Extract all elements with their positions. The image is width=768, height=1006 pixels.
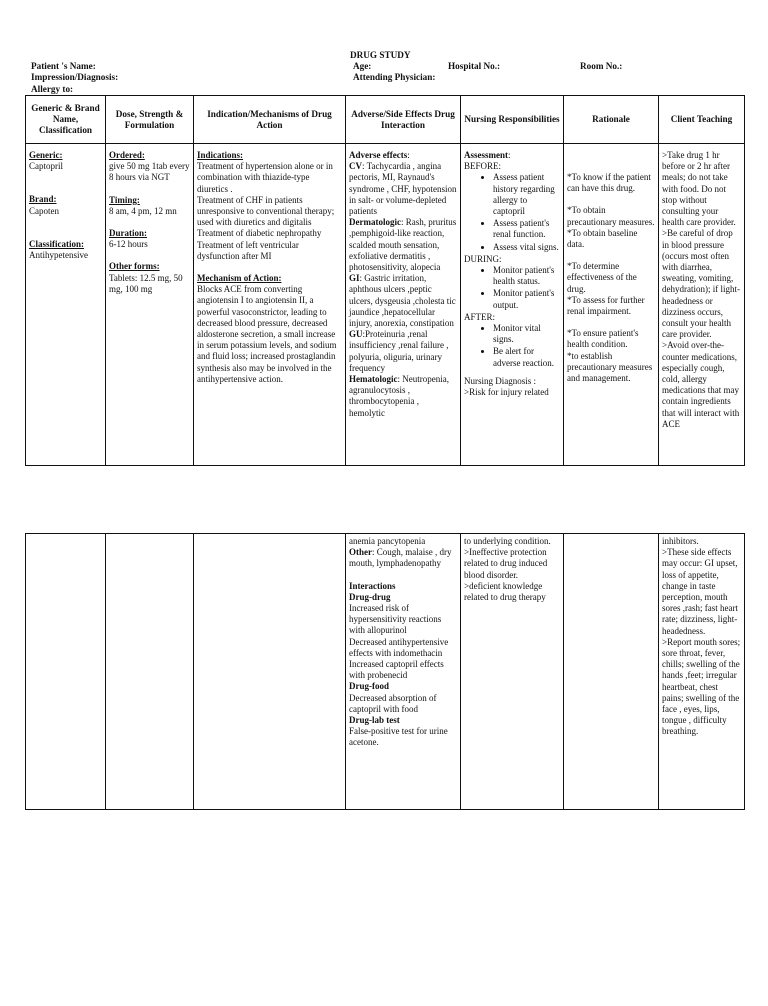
- classification-value: Antihypetensive: [29, 250, 88, 261]
- column-header: Dose, Strength & Formulation: [106, 96, 194, 144]
- adverse-cell-continued: [346, 534, 461, 810]
- rationale-item: *To determine effectiveness of the drug.: [567, 261, 637, 294]
- drug-food-text: Decreased absorption of captopril with food: [349, 692, 437, 714]
- drug-food-label: Drug-food: [349, 681, 389, 692]
- room-no-label: Room No.:: [580, 61, 623, 71]
- other-text: : Cough, malaise , dry mouth, lymphadenopathy: [349, 547, 452, 569]
- drug-study-table-page1: [25, 95, 745, 466]
- drug-drug-line: Increased captopril effects with probenecid: [349, 659, 444, 681]
- duration-value: 6-12 hours: [109, 239, 148, 250]
- hema-continued: anemia pancytopenia: [349, 536, 426, 546]
- empty-cell: [106, 534, 194, 810]
- drug-lab-label: Drug-lab test: [349, 715, 400, 726]
- column-header: Client Teaching: [659, 96, 745, 144]
- other-label: Other: [349, 547, 372, 558]
- column-header: Indication/Mechanisms of Drug Action: [194, 96, 346, 144]
- duration-label: Duration:: [109, 228, 147, 239]
- rationale-cell: [564, 144, 659, 466]
- nursing-cell-continued: [461, 534, 564, 810]
- cv-text: : Tachycardia , angina pectoris, MI, Raynaud's syndrome , CHF, hypotension in salt- or volume-depleted patients: [349, 161, 457, 217]
- adverse-cell: Adverse effects: CV: Tachycardia , angina pectoris, MI, Raynaud's syndrome , CHF, hypotension in salt- or volume-depleted patients Dermatologic: Rash, pruritus ,pemphigoid-like reaction, scalded mouth sensation, exfoliative dermatitis , photosensitivity, alopecia GI: Gastric irritation, aphthous ulcers ,peptic ulcers, dysgeusia ,cholesta tic jaundice ,hepatocellular injury, anorexia, constipation GU:Proteinuria ,renal insufficiency ,renal failure , polyuria, oliguria, urinary frequency Hematologic: Neutropenia, agranulocytosis , thrombocytopenia , hemolytic: [346, 144, 461, 466]
- empty-cell: [26, 534, 106, 810]
- teaching-text-continued: inhibitors. >These side effects may occur: GI upset, loss of appetite, change in taste perception, mouth sores ,rash; fast heart rate; dizziness, light-headedness. >Report mouth sores; sore throat, fever, chills; swelling of the hands ,feet; irregular heartbeat, chest pains; swelling of the face , eyes, lips, tongue , difficulty breathing.: [662, 536, 741, 737]
- before-label: BEFORE:: [464, 161, 502, 172]
- before-list: [464, 172, 560, 252]
- teaching-cell-continued: [659, 534, 745, 810]
- column-header: Nursing Responsibilities: [461, 96, 564, 144]
- drug-drug-label: Drug-drug: [349, 591, 391, 602]
- nursing-diagnosis-continued: to underlying condition. >Ineffective protection related to drug induced blood disorder. >deficient knowledge related to drug therapy: [464, 536, 551, 603]
- list-item: • Assess patient history regarding allergy to captopril: [493, 172, 560, 217]
- during-label: DURING:: [464, 253, 502, 264]
- drug-drug-line: Decreased antihypertensive effects with indomethacin: [349, 636, 449, 658]
- nursing-diagnosis-label: Nursing Diagnosis :: [464, 375, 536, 386]
- list-item: • Assess vital signs.: [493, 242, 560, 253]
- brand-label: Brand:: [29, 194, 57, 205]
- list-item: • Monitor patient's health status.: [493, 265, 560, 287]
- derm-label: Dermatologic: [349, 217, 401, 228]
- during-list: [464, 265, 560, 311]
- hema-text: : Neutropenia, agranulocytosis , thrombocytopenia , hemolytic: [349, 374, 449, 418]
- other-forms-label: Other forms:: [109, 261, 160, 272]
- physician-label: Attending Physician:: [353, 72, 436, 82]
- rationale-item: *To obtain precautionary measures.: [567, 205, 655, 227]
- nursing-diagnosis-line: >Risk for injury related: [464, 387, 549, 398]
- rationale-item: *To know if the patient can have this drug.: [567, 172, 651, 194]
- list-item: • Be alert for adverse reaction.: [493, 346, 560, 368]
- ordered-value: give 50 mg 1tab every 8 hours via NGT: [109, 161, 190, 183]
- hospital-no-label: Hospital No.:: [448, 61, 501, 71]
- column-header: Rationale: [564, 96, 659, 144]
- classification-label: Classification:: [29, 238, 84, 249]
- moa-text: Blocks ACE from converting angiotensin I to angiotensin II, a powerful vasoconstrictor, leading to decreased blood pressure, decreased aldosterone secretion, a small increase in serum potassium levels, and sodium and fluid loss; increased prostaglandin synthesis also may be involved in the antihypertensive action.: [197, 284, 337, 384]
- generic-cell: [26, 144, 106, 466]
- gi-label: GI: [349, 273, 360, 284]
- drug-lab-text: False-positive test for urine acetone.: [349, 726, 448, 748]
- gu-text: :Proteinuria ,renal insufficiency ,renal failure , polyuria, oliguria, urinary frequency: [349, 329, 449, 373]
- ordered-label: Ordered:: [109, 150, 145, 160]
- cv-label: CV: [349, 161, 362, 172]
- column-header: Generic & Brand Name, Classification: [26, 96, 106, 144]
- age-label: Age:: [353, 61, 372, 71]
- allergy-label: Allergy to:: [31, 84, 74, 94]
- drug-study-table-page2: [25, 533, 745, 810]
- indication-cell: [194, 144, 346, 466]
- after-list: [464, 323, 560, 369]
- indication-line: Treatment of hypertension alone or in combination with thiazide-type diuretics .: [197, 161, 333, 194]
- empty-cell: [194, 534, 346, 810]
- list-item: • Monitor patient's output.: [493, 288, 560, 310]
- adverse-label: Adverse effects: [349, 150, 408, 160]
- other-forms-value: Tablets: 12.5 mg, 50 mg, 100 mg: [109, 272, 183, 294]
- rationale-item: *To ensure patient's health condition.: [567, 328, 639, 350]
- drug-drug-line: Increased risk of hypersensitivity reactions with allopurinol: [349, 603, 442, 636]
- interactions-label: Interactions: [349, 580, 396, 591]
- hema-label: Hematologic: [349, 374, 398, 385]
- rationale-item: *to establish precautionary measures and management.: [567, 350, 653, 384]
- dose-cell: [106, 144, 194, 466]
- patient-name-label: Patient 's Name:: [31, 61, 96, 71]
- indication-line: Treatment of left ventricular dysfunction after MI: [197, 239, 299, 261]
- indication-line: Treatment of CHF in patients unresponsive to conventional therapy; used with diuretics and digitalis: [197, 194, 335, 228]
- column-header: Adverse/Side Effects Drug Interaction: [346, 96, 461, 144]
- empty-cell: [564, 534, 659, 810]
- teaching-cell: [659, 144, 745, 466]
- list-item: • Monitor vital signs.: [493, 323, 560, 345]
- brand-value: Capoten: [29, 205, 59, 216]
- moa-label: Mechanism of Action:: [197, 273, 282, 284]
- rationale-item: *To assess for further renal impairment.: [567, 294, 645, 317]
- derm-text: : Rash, pruritus ,pemphigoid-like reaction, scalded mouth sensation, exfoliative dermatitis , photosensitivity, alopecia: [349, 217, 457, 273]
- teaching-text: >Take drug 1 hr before or 2 hr after meals; do not take with food. Do not stop without consulting your health care provider. >Be careful of drop in blood pressure (occurs most often with diarrhea, sweating, vomiting, dehydration); if light-headedness or dizziness occurs, consult your health care provider. >Avoid over-the-counter medications, especially cough, cold, allergy medications that may contain ingredients that will interact with ACE: [662, 150, 740, 429]
- indication-line: Treatment of diabetic nephropathy: [197, 228, 322, 239]
- timing-value: 8 am, 4 pm, 12 mn: [109, 205, 177, 216]
- document-title: DRUG STUDY: [350, 50, 411, 60]
- after-label: AFTER:: [464, 311, 496, 322]
- indications-label: Indications:: [197, 150, 244, 160]
- generic-label: Generic:: [29, 150, 63, 160]
- assessment-label: Assessment: [464, 150, 508, 160]
- generic-value: Captopril: [29, 161, 63, 172]
- impression-label: Impression/Diagnosis:: [31, 72, 119, 82]
- gi-text: : Gastric irritation, aphthous ulcers ,peptic ulcers, dysgeusia ,cholesta tic jaundice ,hepatocellular injury, anorexia, constipation: [349, 273, 456, 329]
- gu-label: GU: [349, 329, 363, 340]
- rationale-item: *To obtain baseline data.: [567, 227, 638, 250]
- nursing-cell: Assessment: BEFORE: • Assess patient history regarding allergy to captopril • Assess patient's renal function. • Assess vital signs. DURING: • Monitor patient's health status. • Monitor patient's output. AFTER: • Monitor vital signs. • Be alert for adverse reaction. Nursing Diagnosis : >Risk for injury related: [461, 144, 564, 466]
- list-item: • Assess patient's renal function.: [493, 218, 560, 240]
- timing-label: Timing:: [109, 194, 140, 205]
